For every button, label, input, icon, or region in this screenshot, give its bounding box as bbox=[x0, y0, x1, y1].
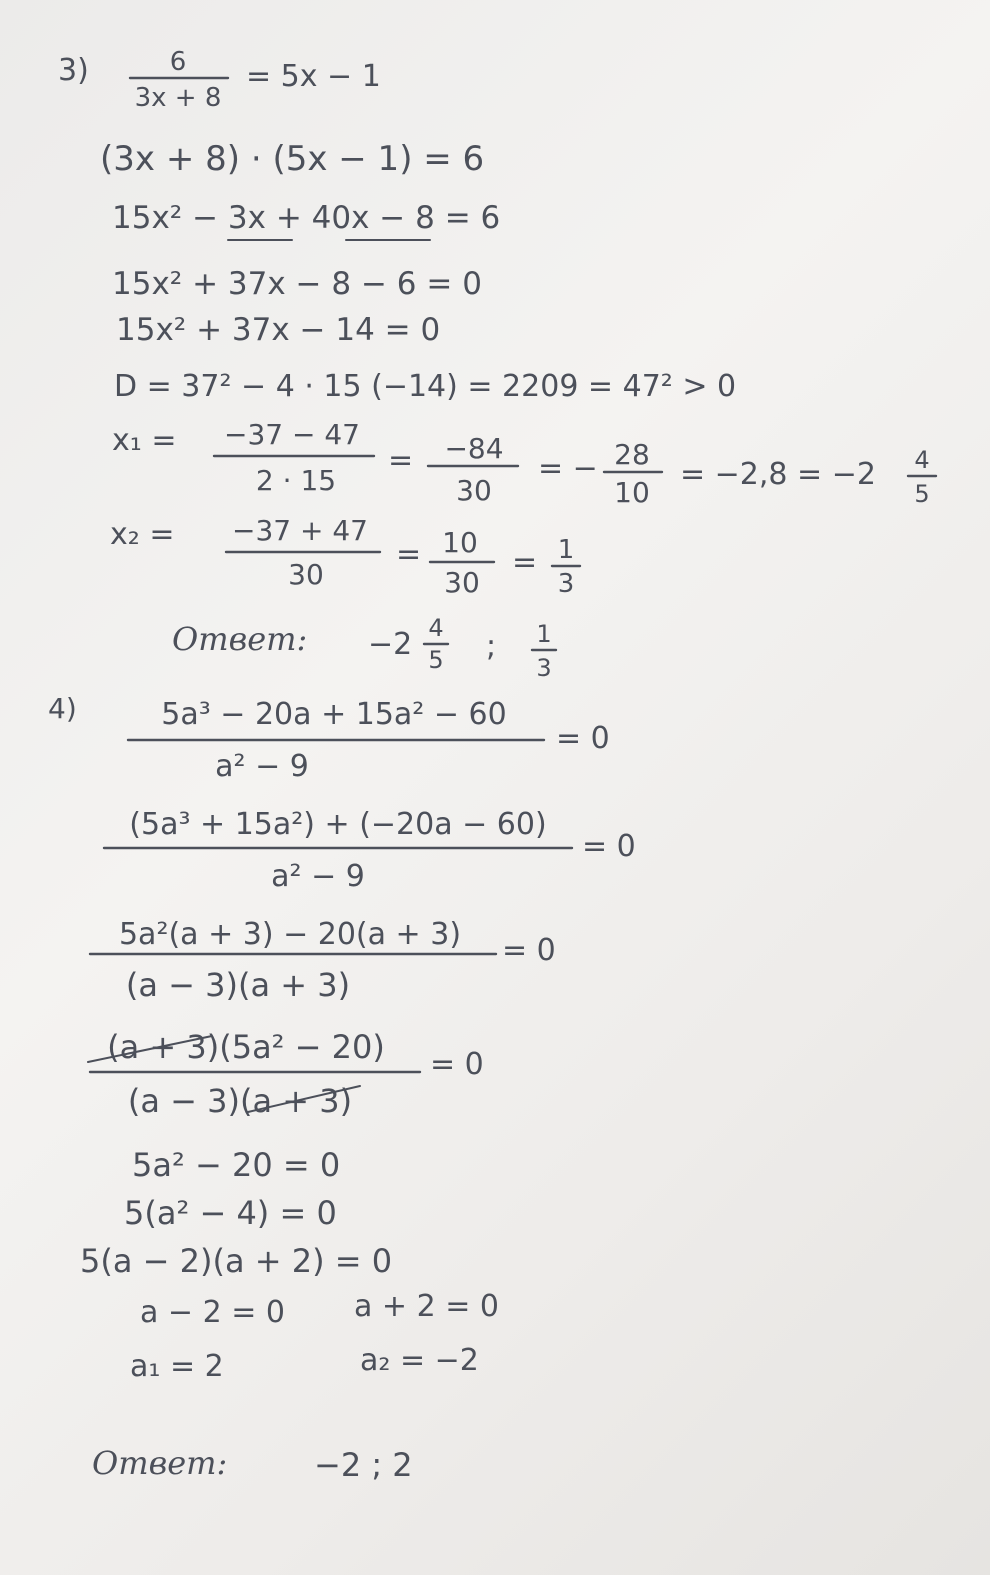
problem-4-number: 4) bbox=[48, 692, 77, 725]
p4-l4-numerator: (a + 3)(5a² − 20) bbox=[107, 1028, 385, 1066]
p4-l1-denominator: a² − 9 bbox=[215, 749, 309, 784]
p3-x2-f3-num: 1 bbox=[557, 535, 575, 565]
p3-answer-value1-num: 4 bbox=[428, 614, 444, 642]
p3-x2-f1-num: −37 + 47 bbox=[232, 514, 368, 547]
p3-line-2: (3x + 8) · (5x − 1) = 6 bbox=[100, 139, 485, 179]
p3-x2-row bbox=[110, 514, 580, 599]
problem-3 bbox=[58, 47, 936, 682]
p4-l3-rhs: = 0 bbox=[502, 933, 556, 968]
p4-answer-label: Ответ: bbox=[92, 1444, 228, 1482]
p3-x2-eq2: = bbox=[512, 545, 538, 580]
p3-x1-mixed-num: 4 bbox=[914, 446, 930, 474]
p3-line-6: D = 37² − 4 · 15 (−14) = 2209 = 47² > 0 bbox=[114, 369, 737, 404]
p3-x1-f2-den: 30 bbox=[456, 474, 492, 507]
p3-x1-f1-den: 2 · 15 bbox=[255, 464, 337, 497]
p4-l2-rhs: = 0 bbox=[582, 829, 636, 864]
p3-answer-value2-num: 1 bbox=[536, 620, 552, 648]
p3-x1-eq2: = − bbox=[538, 451, 598, 486]
p3-answer-value1-den: 5 bbox=[428, 646, 444, 674]
problem-4 bbox=[48, 692, 636, 1484]
p4-line-3 bbox=[90, 917, 556, 1004]
p3-x2-f3-den: 3 bbox=[557, 569, 575, 599]
p3-line-4: 15x² + 37x − 8 − 6 = 0 bbox=[112, 266, 482, 302]
p3-x1-f2-num: −84 bbox=[444, 432, 504, 465]
p3-x1-mixed-den: 5 bbox=[914, 480, 930, 508]
p4-line-8-right: a + 2 = 0 bbox=[354, 1289, 499, 1324]
p3-x1-tail: = −2,8 = −2 bbox=[680, 457, 876, 492]
p3-answer-value2-den: 3 bbox=[536, 654, 552, 682]
p4-line-9-left: a₁ = 2 bbox=[130, 1349, 224, 1384]
p3-x2-eq1: = bbox=[396, 537, 422, 572]
p4-l1-rhs: = 0 bbox=[556, 721, 610, 756]
p4-line-2 bbox=[104, 807, 636, 894]
p4-line-5: 5a² − 20 = 0 bbox=[132, 1146, 341, 1184]
p4-line-9-right: a₂ = −2 bbox=[360, 1343, 479, 1378]
p4-line-4 bbox=[88, 1028, 484, 1120]
problem-3-number: 3) bbox=[58, 53, 89, 88]
p3-line-5: 15x² + 37x − 14 = 0 bbox=[116, 312, 441, 348]
p4-line-1 bbox=[128, 697, 610, 784]
p3-x1-eq1: = bbox=[388, 443, 414, 478]
p3-answer-separator: ; bbox=[486, 629, 497, 664]
problem-3-equation bbox=[130, 47, 381, 113]
p3-x2-f2-num: 10 bbox=[442, 526, 478, 559]
p3-line-3: 15x² − 3x + 40x − 8 = 6 bbox=[112, 200, 501, 236]
p4-line-6: 5(a² − 4) = 0 bbox=[124, 1194, 337, 1232]
p4-l3-denominator: (a − 3)(a + 3) bbox=[125, 966, 351, 1004]
p3-x2-label: x₂ = bbox=[110, 517, 175, 552]
p3-l1-rhs: = 5x − 1 bbox=[246, 59, 381, 94]
p4-answer bbox=[92, 1444, 413, 1484]
p3-x1-f3-num: 28 bbox=[614, 438, 650, 471]
p4-line-8-left: a − 2 = 0 bbox=[140, 1295, 285, 1330]
p3-l1-denominator: 3x + 8 bbox=[134, 83, 222, 113]
p3-x2-f2-den: 30 bbox=[444, 566, 480, 599]
p4-l4-rhs: = 0 bbox=[430, 1047, 484, 1082]
p3-x1-label: x₁ = bbox=[112, 423, 177, 458]
p3-l1-numerator: 6 bbox=[169, 47, 187, 77]
p4-line-7: 5(a − 2)(a + 2) = 0 bbox=[80, 1242, 393, 1280]
p4-l2-numerator: (5a³ + 15a²) + (−20a − 60) bbox=[129, 807, 547, 842]
p4-l2-denominator: a² − 9 bbox=[271, 859, 365, 894]
p3-x1-f1-num: −37 − 47 bbox=[224, 418, 360, 451]
p3-answer-label: Ответ: bbox=[172, 620, 308, 658]
p3-x1-row bbox=[112, 418, 936, 509]
p4-l3-numerator: 5a²(a + 3) − 20(a + 3) bbox=[118, 917, 462, 952]
p4-l4-denominator: (a − 3)(a + 3) bbox=[127, 1082, 353, 1120]
p4-l1-numerator: 5a³ − 20a + 15a² − 60 bbox=[161, 697, 507, 732]
p3-x2-f1-den: 30 bbox=[288, 558, 324, 591]
p3-answer bbox=[172, 614, 556, 682]
p3-x1-f3-den: 10 bbox=[614, 476, 650, 509]
p4-answer-value: −2 ; 2 bbox=[314, 1446, 413, 1484]
p3-answer-value1: −2 bbox=[368, 627, 413, 662]
